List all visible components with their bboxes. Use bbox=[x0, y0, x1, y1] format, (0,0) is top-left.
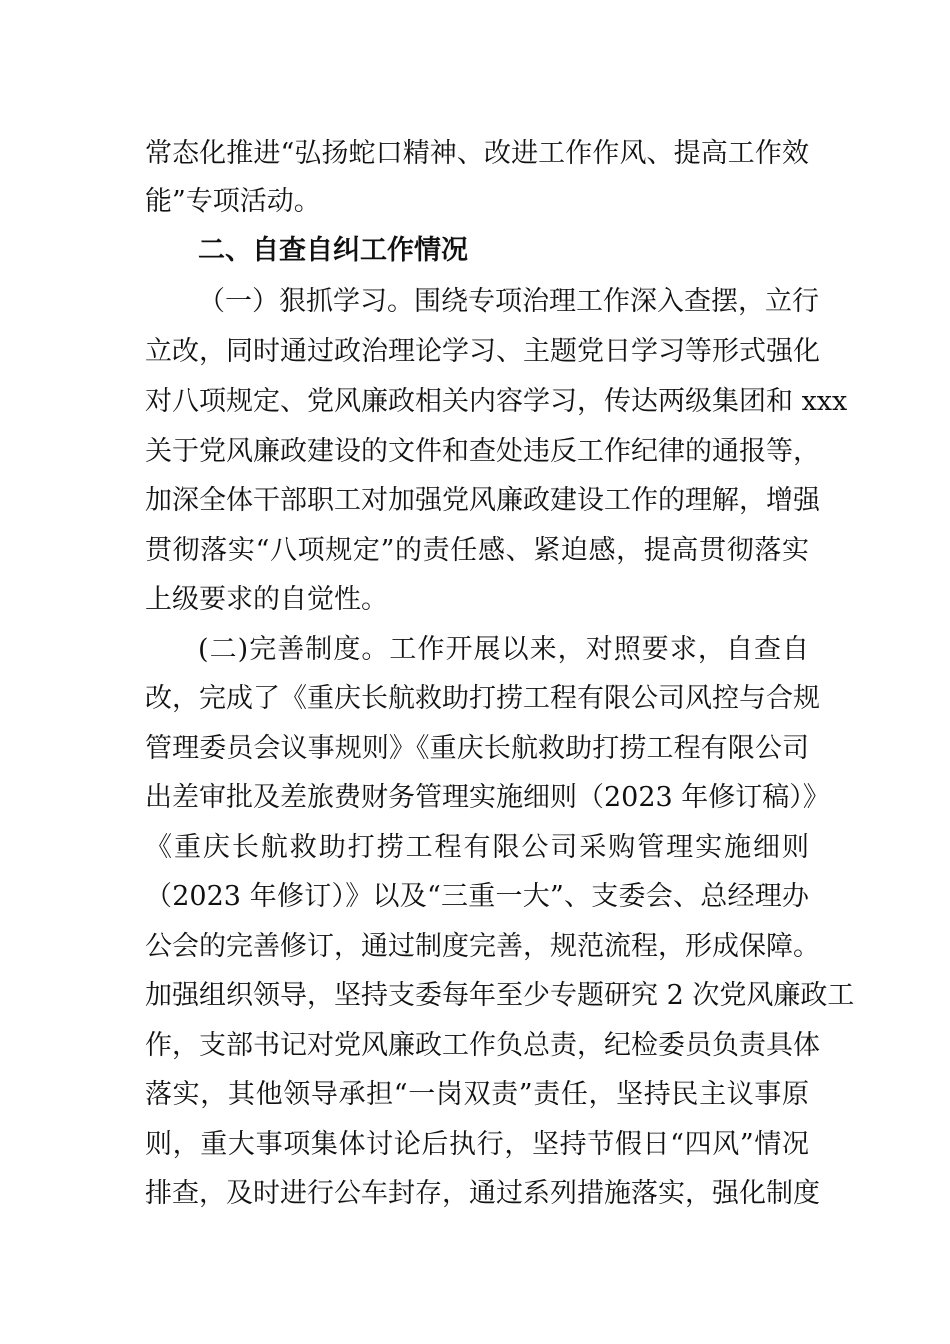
text-line: 出差审批及差旅费财务管理实施细则（2023 年修订稿）》 bbox=[145, 782, 830, 813]
text-line: 能”专项活动。 bbox=[145, 186, 321, 217]
text-line: 对八项规定、党风廉政相关内容学习，传达两级集团和 xxx bbox=[145, 386, 848, 417]
text-line: 关于党风廉政建设的文件和查处违反工作纪律的通报等， bbox=[145, 436, 820, 467]
text-line: 作，支部书记对党风廉政工作负总责，纪检委员负责具体 bbox=[145, 1030, 820, 1061]
text-line: (二)完善制度。工作开展以来，对照要求，自查自 bbox=[198, 634, 809, 665]
text-line: 常态化推进“弘扬蛇口精神、改进工作作风、提高工作效 bbox=[145, 138, 809, 169]
text-line: 则，重大事项集体讨论后执行，坚持节假日“四风”情况 bbox=[145, 1129, 809, 1160]
text-line: 加深全体干部职工对加强党风廉政建设工作的理解，增强 bbox=[145, 485, 820, 516]
text-line: 贯彻落实“八项规定”的责任感、紧迫感，提高贯彻落实 bbox=[145, 535, 809, 566]
text-line: （一）狠抓学习。围绕专项治理工作深入查摆，立行 bbox=[198, 286, 819, 317]
text-line: 落实，其他领导承担“一岗双责”责任，坚持民主议事原 bbox=[145, 1079, 809, 1110]
text-line: 加强组织领导，坚持支委每年至少专题研究 2 次党风廉政工 bbox=[145, 980, 855, 1011]
text-line: （2023 年修订）》以及“三重一大”、支委会、总经理办 bbox=[145, 881, 809, 912]
text-line: 改，完成了《重庆长航救助打捞工程有限公司风控与合规 bbox=[145, 683, 820, 714]
text-line: 公会的完善修订，通过制度完善，规范流程，形成保障。 bbox=[145, 931, 820, 962]
text-line: 《重庆长航救助打捞工程有限公司采购管理实施细则 bbox=[145, 832, 809, 863]
text-line: 立改，同时通过政治理论学习、主题党日学习等形式强化 bbox=[145, 336, 820, 367]
section-heading: 二、自查自纠工作情况 bbox=[198, 235, 468, 266]
text-line: 管理委员会议事规则》《重庆长航救助打捞工程有限公司 bbox=[145, 733, 809, 764]
text-line: 排查，及时进行公车封存，通过系列措施落实，强化制度 bbox=[145, 1178, 820, 1209]
text-line: 上级要求的自觉性。 bbox=[145, 584, 388, 615]
